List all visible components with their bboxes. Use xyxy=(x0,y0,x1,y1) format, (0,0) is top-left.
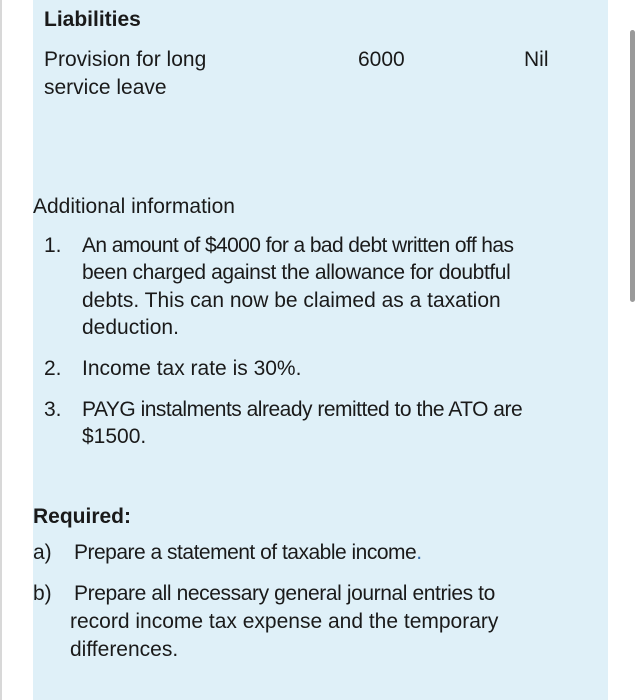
liability-label: Provision for long xyxy=(44,48,207,71)
list-item-text: PAYG instalments already remitted to the ATO are xyxy=(82,398,523,421)
list-item-text: $1500. xyxy=(82,425,147,448)
liabilities-heading: Liabilities xyxy=(44,8,141,31)
required-item-text: record income tax expense and the temporary xyxy=(70,610,499,633)
required-item-text-main: Prepare a statement of taxable income xyxy=(74,541,417,564)
list-item-text: debts. This can now be claimed as a taxation xyxy=(82,289,501,312)
required-heading: Required: xyxy=(33,505,132,528)
required-item-text: Prepare all necessary general journal entries to xyxy=(74,582,495,605)
list-item-text: Income tax rate is 30%. xyxy=(82,357,302,380)
required-item-period: . xyxy=(416,541,422,564)
list-item-text: been charged against the allowance for doubtful xyxy=(82,261,511,284)
list-number: 2. xyxy=(44,357,62,380)
liability-value-current: 6000 xyxy=(358,48,405,71)
liability-value-prior: Nil xyxy=(524,48,549,71)
required-label: a) xyxy=(33,541,52,564)
liability-label-cont: service leave xyxy=(44,76,167,99)
list-item-text: An amount of $4000 for a bad debt written off has xyxy=(82,234,514,257)
list-number: 3. xyxy=(44,398,62,421)
required-item-text xyxy=(74,539,422,567)
scrollbar[interactable] xyxy=(630,30,635,302)
required-label: b) xyxy=(33,582,52,605)
list-number: 1. xyxy=(44,234,62,257)
left-border xyxy=(0,0,2,700)
additional-info-heading: Additional information xyxy=(33,195,235,218)
list-item-text: deduction. xyxy=(82,316,179,339)
required-item-text: differences. xyxy=(70,638,179,661)
